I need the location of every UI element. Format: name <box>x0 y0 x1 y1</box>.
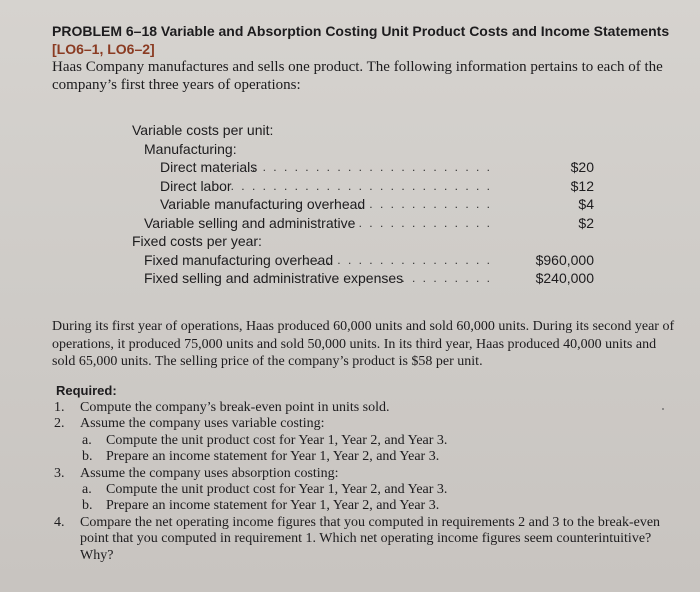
requirement-3a: a. Compute the unit product cost for Year 1, Year 2, and Year 3. <box>82 482 448 498</box>
cost-label: Direct labor <box>160 177 232 194</box>
leader-dots: . . . . . . . . . . . . . <box>358 197 492 211</box>
cost-table <box>132 121 602 288</box>
cost-value: $240,000 <box>535 270 594 286</box>
cost-row-direct-materials <box>132 158 602 177</box>
requirement-2b: b. Prepare an income statement for Year 1, Year 2, and Year 3. <box>82 449 440 465</box>
cost-row-fixed-manufacturing-overhead <box>132 251 602 270</box>
problem-heading: PROBLEM 6–18 Variable and Absorption Costing Unit Product Costs and Income Statements <box>52 23 670 39</box>
margin-mark <box>662 408 664 410</box>
operations-paragraph: During its first year of operations, Haas produced 60,000 units and sold 60,000 units. During its second year of operations, it produced 75,000 units and sold 50,000 units. In its third year, Haas produced 40,000 units and sold 65,000 units. The selling price of the company’s product is $58 per unit. <box>52 319 675 369</box>
cost-value: $20 <box>570 159 594 175</box>
cost-label: Variable manufacturing overhead <box>160 196 366 212</box>
cost-value: $960,000 <box>535 251 594 268</box>
leader-dots: . . . . . . . . . <box>401 271 492 285</box>
cost-label: Variable selling and administrative <box>144 214 356 231</box>
cost-label: Fixed manufacturing overhead <box>144 251 334 268</box>
cost-row-variable-selling-admin <box>132 214 602 233</box>
problem-title <box>52 22 682 58</box>
cost-value: $2 <box>578 214 594 231</box>
learning-objectives-tag: [LO6–1, LO6–2] <box>52 41 155 57</box>
cost-row-variable-manufacturing-overhead <box>132 195 602 214</box>
requirement-2a: a. Compute the unit product cost for Year 1, Year 2, and Year 3. <box>82 432 448 448</box>
cost-value: $4 <box>578 196 594 212</box>
requirement-4: 4. Compare the net operating income figures that you computed in requirements 2 and 3 to the break-even point that you computed in requirement 1. Which net operating income figures seem counterintuitive? Why? <box>54 514 661 563</box>
leader-dots: . . . . . . . . . . . . . . . . . . . . . . . . . <box>230 178 492 193</box>
manufacturing-header: Manufacturing: <box>144 140 237 157</box>
leader-dots: . . . . . . . . . . . . . . . . . . <box>305 252 492 267</box>
cost-row-direct-labor <box>132 177 602 196</box>
fixed-costs-header: Fixed costs per year: <box>132 233 262 249</box>
requirement-3: 3. Assume the company uses absorption costing: <box>54 465 339 481</box>
requirement-3b: b. Prepare an income statement for Year 1, Year 2, and Year 3. <box>82 498 440 514</box>
cost-label: Fixed selling and administrative expenses <box>144 270 404 286</box>
cost-row-fixed-selling-admin <box>132 269 602 288</box>
variable-costs-header: Variable costs per unit: <box>132 122 274 138</box>
problem-intro: Haas Company manufactures and sells one product. The following information pertains to each of the company’s first three years of operations: <box>52 59 663 93</box>
leader-dots: . . . . . . . . . . . . . . <box>347 215 492 230</box>
cost-value: $12 <box>570 177 594 194</box>
cost-label: Direct materials <box>160 159 258 175</box>
leader-dots: . . . . . . . . . . . . . . . . . . . . . . . <box>251 160 492 174</box>
required-heading: Required: <box>56 383 117 398</box>
requirement-1: 1. Compute the company’s break-even point in units sold. <box>54 400 390 415</box>
requirements-list <box>54 400 684 564</box>
requirement-2: 2. Assume the company uses variable costing: <box>54 416 325 432</box>
